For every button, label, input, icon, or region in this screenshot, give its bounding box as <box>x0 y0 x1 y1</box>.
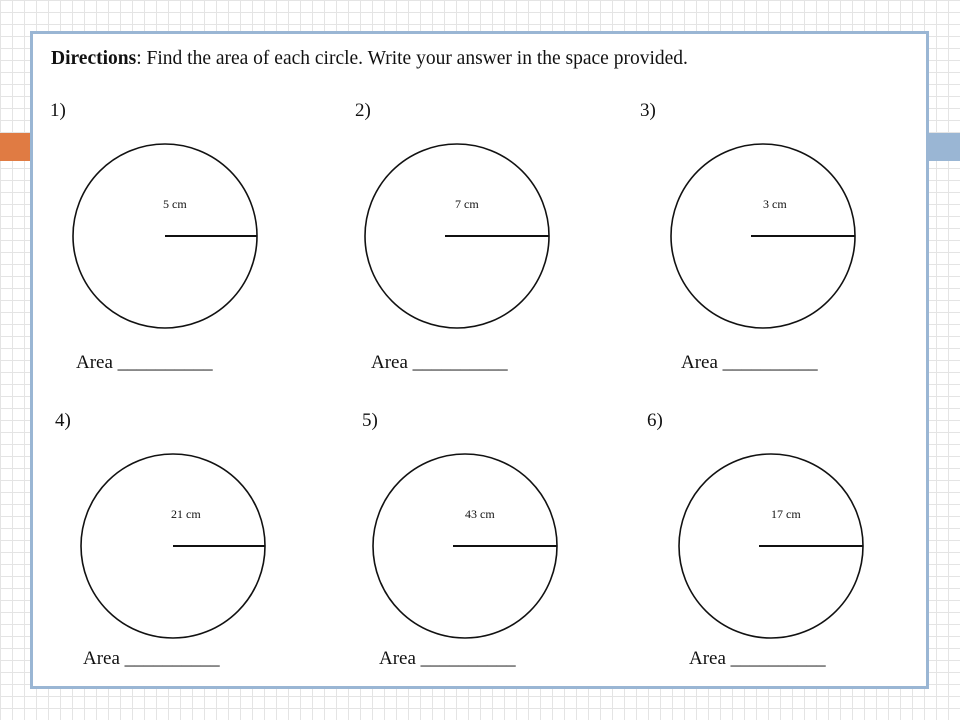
problem-1 <box>33 34 323 373</box>
problem-number: 2) <box>355 100 371 121</box>
area-label: Area <box>379 648 416 669</box>
answer-blank[interactable]: __________ <box>412 352 508 373</box>
directions-label: Directions <box>51 48 137 69</box>
problem-number: 3) <box>640 100 656 121</box>
radius-label: 7 cm <box>455 197 479 211</box>
area-label: Area <box>681 352 718 373</box>
problem-number: 1) <box>50 100 66 121</box>
problem-4 <box>33 344 323 669</box>
problem-number: 6) <box>647 410 663 431</box>
area-answer <box>379 648 516 670</box>
area-answer <box>83 648 220 670</box>
accent-bar-left <box>0 133 32 161</box>
area-label: Area <box>689 648 726 669</box>
radius-label: 3 cm <box>763 197 787 211</box>
answer-blank[interactable]: __________ <box>420 648 516 669</box>
problem-3 <box>623 34 913 373</box>
circle-diagram <box>361 140 553 332</box>
area-answer <box>689 648 826 670</box>
directions-text: : Find the area of each circle. Write your answer in the space provided. <box>136 48 688 69</box>
area-label: Area <box>76 352 113 373</box>
circle-diagram <box>69 140 261 332</box>
problem-number: 4) <box>55 410 71 431</box>
problem-5 <box>333 344 623 669</box>
radius-label: 17 cm <box>771 507 801 521</box>
answer-blank[interactable]: __________ <box>117 352 213 373</box>
accent-bar-right <box>926 133 960 161</box>
circle-diagram <box>667 140 859 332</box>
answer-blank[interactable]: __________ <box>124 648 220 669</box>
radius-label: 21 cm <box>171 507 201 521</box>
circle-diagram <box>369 450 561 642</box>
area-label: Area <box>371 352 408 373</box>
problem-number: 5) <box>362 410 378 431</box>
problem-6 <box>623 344 913 669</box>
circle-diagram <box>675 450 867 642</box>
problem-2 <box>333 34 623 373</box>
worksheet <box>30 31 929 689</box>
radius-label: 5 cm <box>163 197 187 211</box>
area-label: Area <box>83 648 120 669</box>
answer-blank[interactable]: __________ <box>722 352 818 373</box>
circle-diagram <box>77 450 269 642</box>
radius-label: 43 cm <box>465 507 495 521</box>
answer-blank[interactable]: __________ <box>730 648 826 669</box>
